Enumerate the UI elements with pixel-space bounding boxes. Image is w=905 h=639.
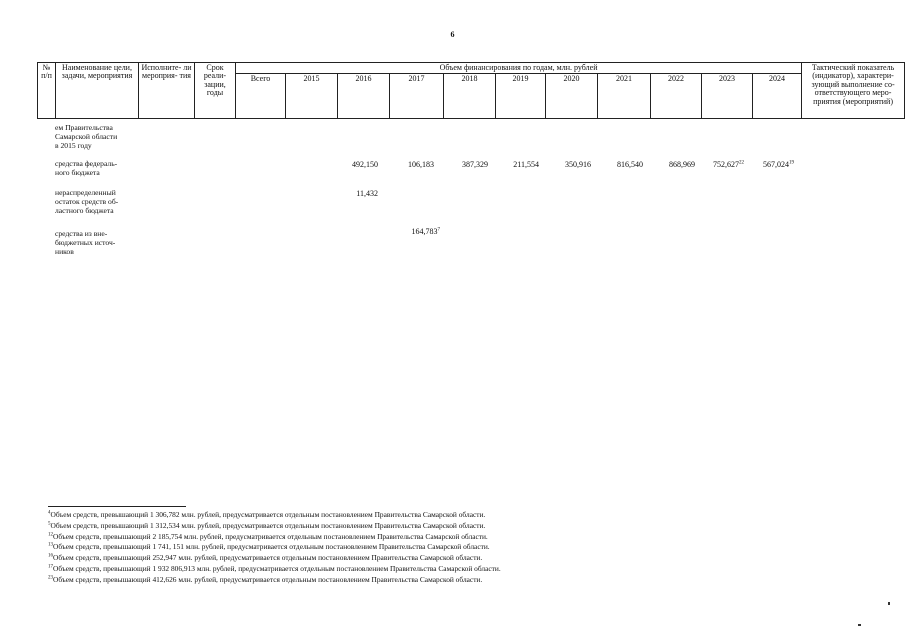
header-indicator: Тактический показатель (индикатор), характери- зующий выполнение со- ответствующего меро- приятия (мероприятий) xyxy=(802,63,905,119)
cell-value-2018: 387,329 xyxy=(462,160,488,169)
header-year: 2017 xyxy=(390,74,444,119)
footnote-ref: 7 xyxy=(437,227,440,233)
cell-value-2023: 752,627$^{22}$ xyxy=(713,160,744,169)
row-label: ем Правительства Самарской области в 2015 году xyxy=(55,123,118,150)
row-label: нераспределенный остаток средств об- ластного бюджета xyxy=(55,188,119,215)
cell-value-2016: 11,432 xyxy=(356,189,378,198)
header-total: Всего xyxy=(236,74,286,119)
cell-value-2019: 211,554 xyxy=(513,160,539,169)
footnote: $^4$Объем средств, превышающий 1 306,782 млн. рублей, предусматривается отдельным постановлением Правительства Самарской области. xyxy=(48,510,486,519)
cell-value-2016: 492,150 xyxy=(352,160,378,169)
footnote-ref: 22 xyxy=(739,160,744,166)
header-year: 2021 xyxy=(598,74,651,119)
footnotes xyxy=(48,510,748,586)
footnote-separator xyxy=(48,506,186,507)
cell-value-2022: 868,969 xyxy=(669,160,695,169)
scan-speck xyxy=(888,602,890,605)
header-term: Срок реали- зации, годы xyxy=(195,63,236,119)
cell-value-2024: 567,024$^{19}$ xyxy=(763,160,794,169)
footnote: $^5$Объем средств, превышающий 1 312,534 млн. рублей, предусматривается отдельным постановлением Правительства Самарской области. xyxy=(48,520,486,530)
header-year: 2020 xyxy=(546,74,598,119)
header-executor: Исполните- ли мероприя- тия xyxy=(139,63,195,119)
cell-value-2021: 816,540 xyxy=(617,160,643,169)
header-year: 2019 xyxy=(496,74,546,119)
footnote-ref: 19 xyxy=(789,160,794,166)
footnote: $^{16}$Объем средств, превышающий 252,947 млн. рублей, предусматривается отдельным постановлением Правительства Самарской области. xyxy=(48,553,483,563)
header-year: 2022 xyxy=(651,74,702,119)
header-name: Наименование цели, задачи, мероприятия xyxy=(56,63,139,119)
header-year: 2024 xyxy=(753,74,802,119)
row-label: средства федераль- ного бюджета xyxy=(55,159,118,177)
page-number: 6 xyxy=(450,30,455,39)
cell-value-2017: 164,783$^7$ xyxy=(411,227,440,236)
cell-value-2020: 350,916 xyxy=(565,160,591,169)
cell-value-2017: 106,183 xyxy=(408,160,434,169)
header-year: 2018 xyxy=(444,74,496,119)
header-num: № п/п xyxy=(38,63,56,119)
footnote: $^{12}$Объем средств, превышающий 2 185,754 млн. рублей, предусматривается отдельным постановлением Правительства Самарской области. xyxy=(48,531,488,541)
header-funding-title: Объем финансирования по годам, млн. рублей xyxy=(236,63,802,74)
row-label: средства из вне- бюджетных источ- ников xyxy=(55,229,116,256)
header-year: 2015 xyxy=(286,74,338,119)
header-year: 2016 xyxy=(338,74,390,119)
footnote: $^{23}$Объем средств, превышающий 412,626 млн. рублей, предусматривается отдельным постановлением Правительства Самарской области. xyxy=(48,574,483,584)
footnote: $^{17}$Объем средств, превышающий 1 932 806,913 млн. рублей, предусматривается отдельным постановлением Правительства Самарской области. xyxy=(48,563,501,573)
scan-speck xyxy=(858,624,861,626)
footnote: $^{13}$Объем средств, превышающий 1 741, 151 млн. рублей, предусматривается отдельным постановлением Правительства Самарской области. xyxy=(48,542,490,552)
header-year: 2023 xyxy=(702,74,753,119)
